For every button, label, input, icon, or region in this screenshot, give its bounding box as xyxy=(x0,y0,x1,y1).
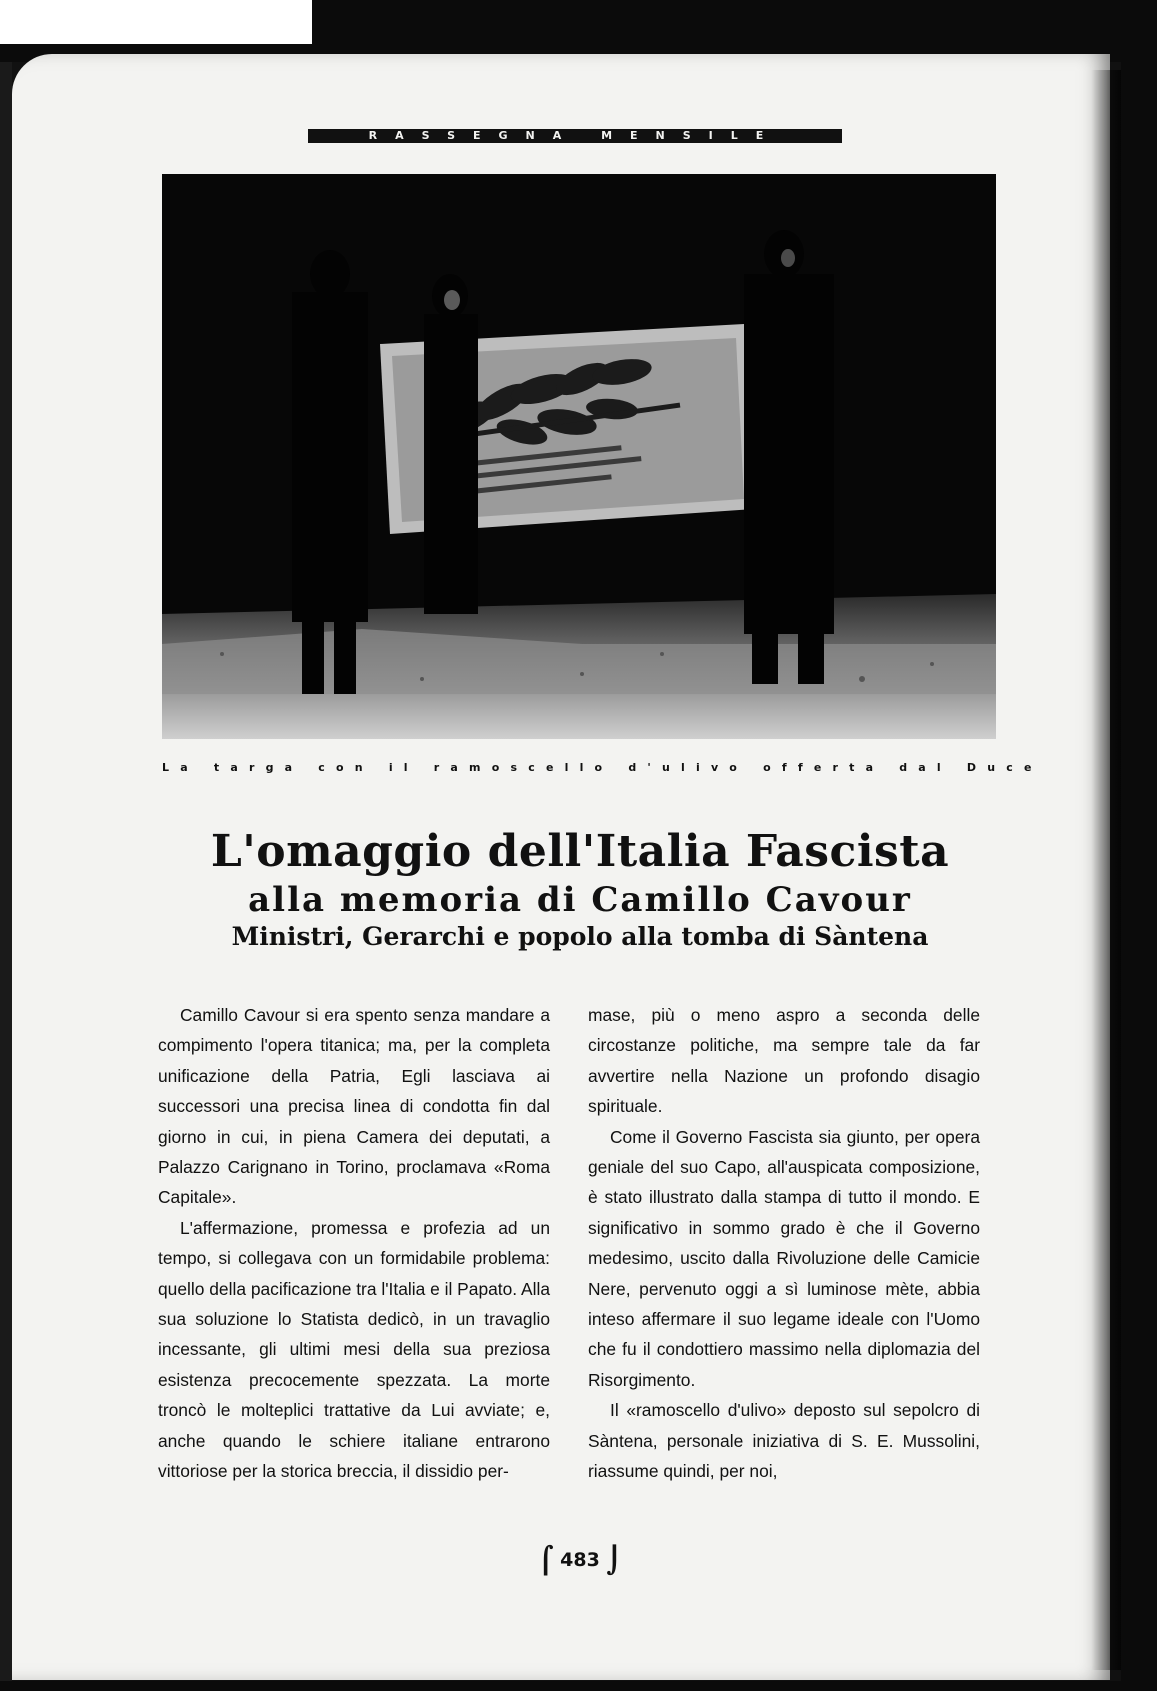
page-number xyxy=(500,1546,660,1576)
magazine-header-band: RASSEGNA MENSILE xyxy=(308,129,842,143)
paragraph: Camillo Cavour si era spento senza mandare a compimento l'opera titanica; ma, per la completa unificazione della Patria, Egli lasciava ai successori una precisa linea di condotta fin dal giorno in cui, in piena Camera dei deputati, a Palazzo Carignano in Torino, proclamava «Roma Capitale». xyxy=(158,1005,550,1208)
paragraph: mase, più o meno aspro a seconda delle circostanze politiche, ma sempre tale da far avvertire nella Nazione un profondo disagio spirituale. xyxy=(588,1005,980,1117)
photo-caption: La targa con il ramoscello d'ulivo offerta dal Duce xyxy=(162,761,1043,774)
article-column-left xyxy=(158,1000,550,1487)
scan-frame-left xyxy=(0,62,12,1691)
scan-frame-bottom xyxy=(0,1681,1157,1691)
article-title: L'omaggio dell'Italia Fascista xyxy=(210,826,950,877)
article-subtitle: alla memoria di Camillo Cavour xyxy=(248,880,912,920)
scan-frame-right xyxy=(1121,0,1157,1691)
page-number-text: 483 xyxy=(560,1549,600,1571)
article-column-right xyxy=(588,1000,980,1487)
paragraph: Il «ramoscello d'ulivo» deposto sul sepolcro di Sàntena, personale iniziativa di S. E. Mussolini, riassume quindi, per noi, xyxy=(588,1400,980,1482)
ornament-right-icon: ⌡ xyxy=(606,1546,623,1576)
scan-frame-top-gap xyxy=(0,0,312,44)
paragraph: L'affermazione, promessa e profezia ad un tempo, si collegava con un formidabile problema: quello della pacificazione tra l'Italia e il Papato. Alla sua soluzione lo Statista dedicò, in un travaglio incessante, gli ultimi mesi della sua preziosa esistenza precocemente spezzata. La morte troncò le molteplici trattative da Lui avviate; e, anche quando le schiere italiane entrarono vittoriose per la storica breccia, il dissidio per- xyxy=(158,1217,550,1482)
ornament-left-icon: ⌠ xyxy=(537,1546,554,1576)
photo-plaque xyxy=(162,174,996,739)
page-gutter-shadow xyxy=(1091,70,1121,1670)
photo-illustration xyxy=(162,174,996,739)
article-deck: Ministri, Gerarchi e popolo alla tomba di Sàntena xyxy=(231,922,929,951)
paragraph: Come il Governo Fascista sia giunto, per opera geniale del suo Capo, all'auspicata composizione, è stato illustrato dalla stampa di tutto il mondo. E significativo in sommo grado è che il Governo medesimo, uscito dalla Rivoluzione delle Camicie Nere, pervenuto oggi a sì luminose mète, abbia inteso affermare il suo legame ideale con l'Uomo che fu il condottiero massimo nella diplomazia del Risorgimento. xyxy=(588,1126,980,1390)
